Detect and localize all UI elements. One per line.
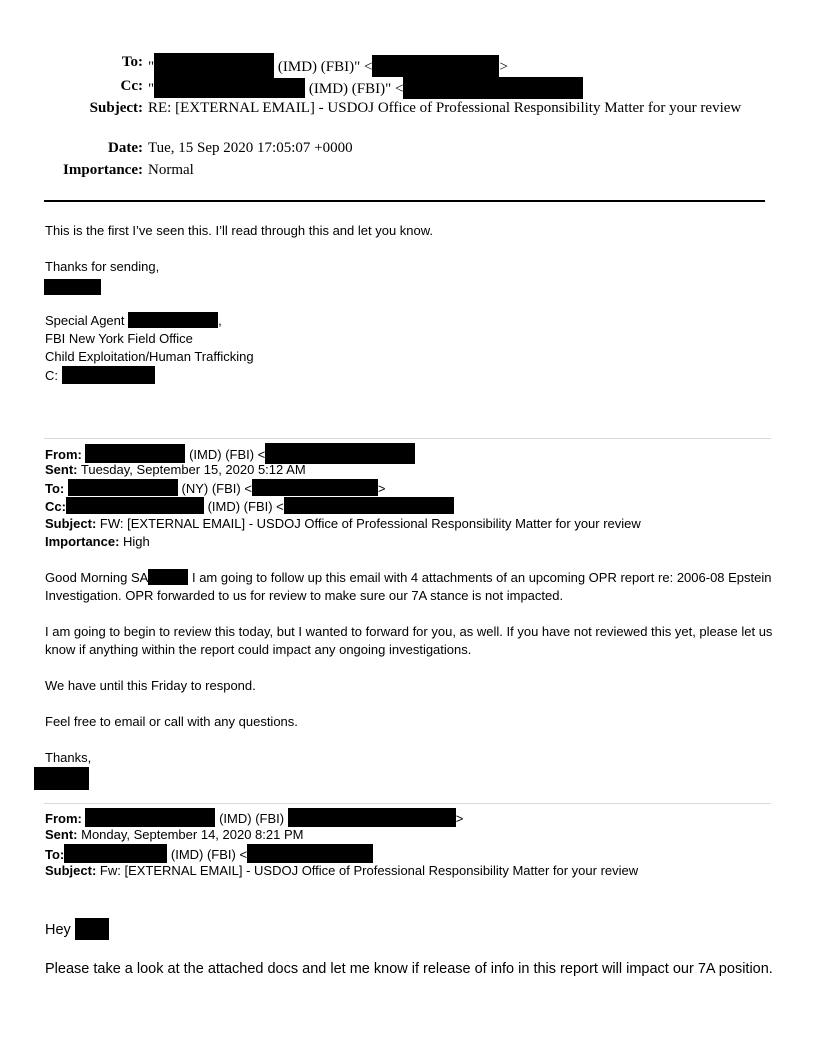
redaction-box bbox=[44, 279, 101, 295]
sent-date: Tuesday, September 15, 2020 5:12 AM bbox=[80, 462, 306, 477]
to-label: To: bbox=[45, 847, 65, 862]
msg3-greeting: Hey bbox=[45, 918, 109, 941]
cc-label: Cc: bbox=[45, 499, 66, 514]
msg2-importance-row bbox=[45, 533, 150, 551]
header-cc-label: Cc: bbox=[120, 78, 143, 94]
subject-text: Fw: [EXTERNAL EMAIL] - USDOJ Office of Professional Responsibility Matter for your review bbox=[99, 863, 639, 878]
signature-office: FBI New York Field Office bbox=[45, 331, 193, 346]
from-label: From: bbox=[45, 447, 82, 462]
signature-unit: Child Exploitation/Human Trafficking bbox=[45, 349, 254, 364]
redaction-box bbox=[288, 808, 456, 827]
redaction-box bbox=[128, 312, 218, 328]
msg2-to-row: To: (NY) (FBI) < > bbox=[45, 481, 386, 496]
header-subject-label: Subject: bbox=[89, 100, 143, 116]
msg2-from-row: From: (IMD) (FBI) < bbox=[45, 443, 415, 464]
redaction-box bbox=[64, 844, 167, 863]
redaction-box bbox=[372, 55, 499, 77]
header-importance-label: Importance: bbox=[63, 162, 143, 178]
redaction-box bbox=[75, 918, 109, 940]
header-to-org: (IMD) (FBI)" < bbox=[277, 59, 373, 75]
redaction-box bbox=[148, 569, 188, 585]
to-label: To: bbox=[45, 481, 65, 496]
msg3-body: Please take a look at the attached docs and let me know if release of info in this report will impact our 7A position. bbox=[45, 961, 773, 977]
redaction-box bbox=[154, 78, 305, 98]
header-subject: RE: [EXTERNAL EMAIL] - USDOJ Office of Professional Responsibility Matter for your review bbox=[148, 100, 742, 116]
cc-open-quote: " bbox=[148, 81, 155, 97]
redaction-box bbox=[68, 479, 178, 496]
msg2-thanks: Thanks, bbox=[45, 750, 92, 765]
redaction-box bbox=[154, 53, 274, 79]
header-date: Tue, 15 Sep 2020 17:05:07 +0000 bbox=[148, 140, 353, 156]
sent-label: Sent: bbox=[45, 827, 78, 842]
msg2-paragraph: We have until this Friday to respond. bbox=[45, 678, 256, 693]
subject-label: Subject: bbox=[45, 863, 97, 878]
redaction-box bbox=[252, 479, 378, 496]
signature-title: Special Agent , bbox=[45, 313, 222, 328]
msg3-from-row: From: (IMD) (FBI) > bbox=[45, 808, 463, 828]
importance-label: Importance: bbox=[45, 534, 120, 549]
msg3-subject-row bbox=[45, 862, 638, 880]
redaction-box bbox=[85, 808, 215, 827]
redaction-box bbox=[247, 844, 373, 863]
msg2-paragraph: I am going to begin to review this today, but I wanted to forward for you, as well. If you have not reviewed this yet, please let us know if anything within the report could impact any ongoing investigations. bbox=[45, 624, 773, 657]
header-to-label: To: bbox=[121, 54, 143, 70]
redaction-box bbox=[66, 497, 204, 514]
redaction-box bbox=[403, 77, 583, 99]
msg2-paragraph: Good Morning SA I am going to follow up this email with 4 attachments of an upcoming OPR report re: 2006-08 Epstein Investigation. OPR forwarded to us for review to make sure our 7A stance is not impacted. bbox=[45, 570, 772, 603]
subject-text: FW: [EXTERNAL EMAIL] - USDOJ Office of Professional Responsibility Matter for your review bbox=[99, 516, 641, 531]
header-importance: Normal bbox=[148, 162, 194, 178]
subject-label: Subject: bbox=[45, 516, 97, 531]
message-separator bbox=[44, 438, 771, 439]
reply-line: This is the first I’ve seen this. I’ll read through this and let you know. bbox=[45, 223, 434, 238]
header-divider bbox=[44, 200, 765, 202]
sent-date: Monday, September 14, 2020 8:21 PM bbox=[81, 827, 304, 842]
msg2-paragraph: Feel free to email or call with any questions. bbox=[45, 714, 298, 729]
from-label: From: bbox=[45, 811, 82, 826]
redaction-box bbox=[34, 767, 89, 790]
msg3-to-row: To: (IMD) (FBI) < bbox=[45, 844, 373, 864]
importance-value: High bbox=[123, 534, 150, 549]
reply-thanks: Thanks for sending, bbox=[45, 259, 160, 274]
msg2-cc-row: Cc: (IMD) (FBI) < bbox=[45, 497, 454, 516]
msg3-sent-row bbox=[45, 826, 303, 844]
message-separator bbox=[44, 803, 771, 804]
redaction-box bbox=[284, 497, 454, 514]
header-to-tail: > bbox=[499, 59, 508, 75]
redaction-box bbox=[62, 366, 155, 384]
sent-label: Sent: bbox=[45, 462, 78, 477]
header-date-label: Date: bbox=[108, 140, 143, 156]
header-cc-org: (IMD) (FBI)" < bbox=[308, 81, 404, 97]
msg2-subject-row bbox=[45, 515, 641, 533]
signature-cell: C: bbox=[45, 366, 155, 385]
msg2-sent-row bbox=[45, 461, 306, 479]
to-open-quote: " bbox=[148, 59, 155, 75]
